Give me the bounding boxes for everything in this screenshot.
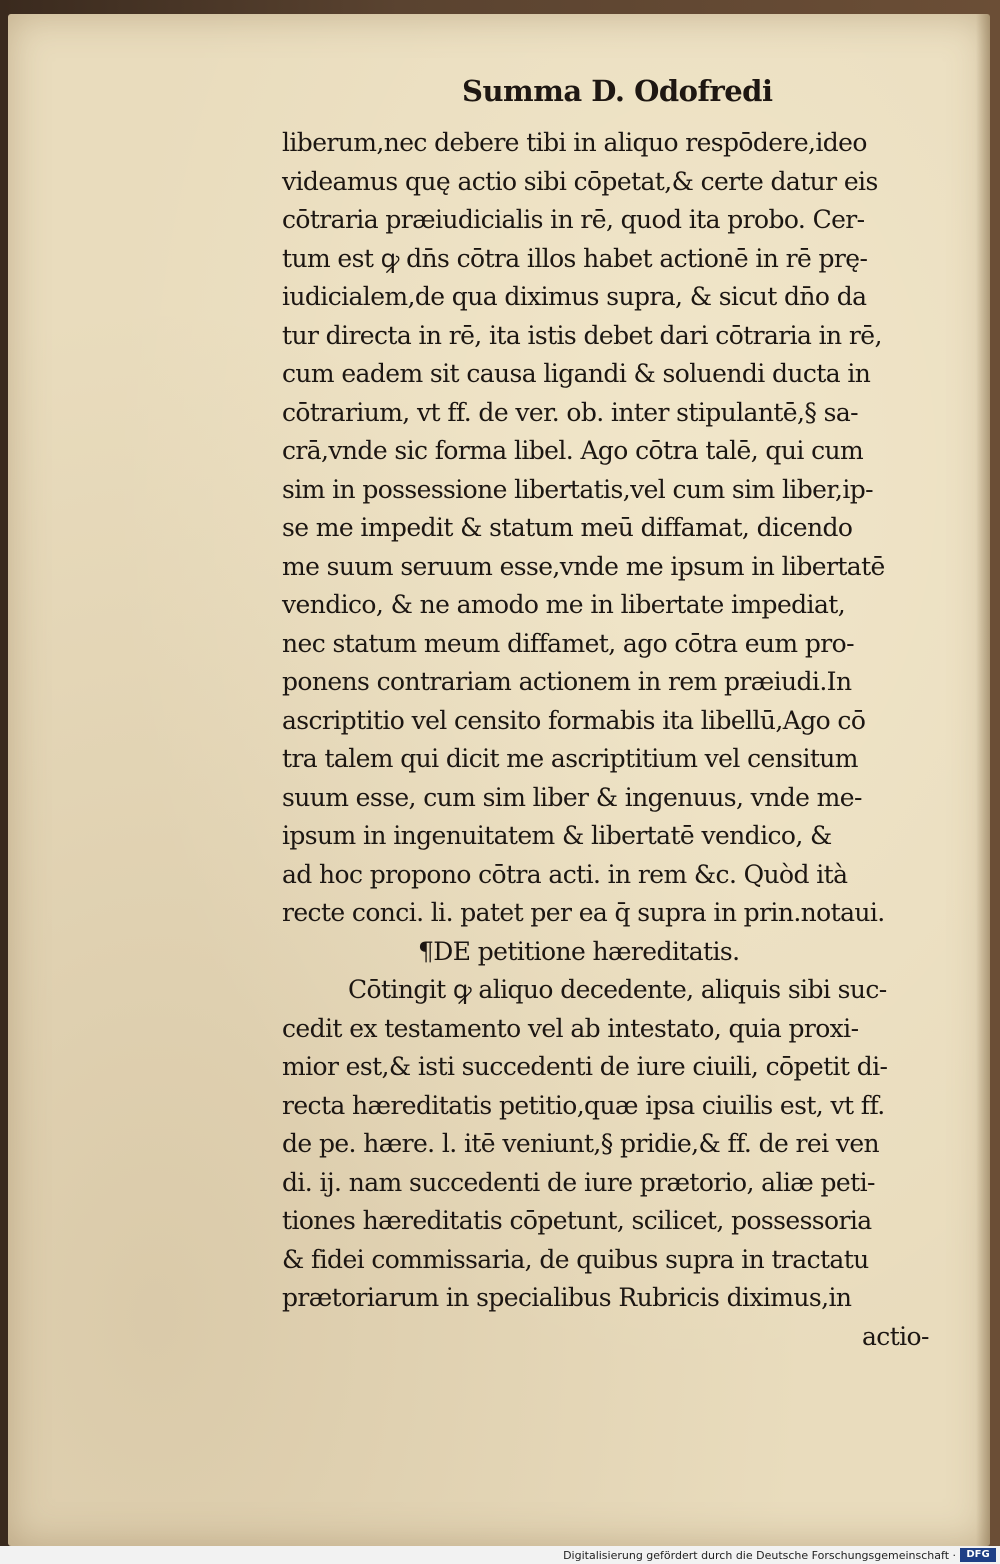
section-line-1: Cōtingit ꝙ aliquo decedente, aliquis sibi suc- [348, 975, 887, 1004]
text-line-17: tra talem qui dicit me ascriptitium vel censitum [282, 744, 858, 773]
text-line-8: cōtrarium, vt ff. de ver. ob. inter stipulantē,§ sa- [282, 397, 858, 427]
catchword: actio- [862, 1321, 929, 1351]
text-line-5: iudicialem,de qua diximus supra, & sicut dn̄o da [282, 282, 867, 311]
section-line-7: tiones hæreditatis cōpetunt, scilicet, possessoria [282, 1206, 872, 1235]
text-line-6: tur directa in rē, ita istis debet dari cōtraria in rē, [282, 320, 882, 350]
text-line-3: cōtraria præiudicialis in rē, quod ita probo. Cer- [282, 205, 865, 234]
section-line-8: & fidei commissaria, de quibus supra in tractatu [282, 1244, 869, 1274]
text-line-12: me suum seruum esse,vnde me ipsum in libertatē [282, 551, 885, 581]
section-line-3: mior est,& isti succedenti de iure ciuili, cōpetit di- [282, 1052, 888, 1081]
text-line-21: recte conci. li. patet per ea q̄ supra in prin.notaui. [282, 898, 885, 927]
text-line-16: ascriptitio vel censito formabis ita libellū,Ago cō [282, 705, 866, 735]
dfg-logo: DFG [960, 1548, 996, 1562]
text-line-7: cum eadem sit causa ligandi & soluendi ducta in [282, 359, 871, 388]
text-line-13: vendico, & ne amodo me in libertate impediat, [282, 590, 846, 619]
text-line-9: crā,vnde sic forma libel. Ago cōtra talē, qui cum [282, 436, 864, 465]
text-line-1: liberum,nec debere tibi in aliquo respōdere,ideo [282, 128, 867, 157]
page-text-block [282, 124, 972, 1356]
text-line-4: tum est ꝙ dn̄s cōtra illos habet actionē in rē prę- [282, 243, 868, 273]
text-line-2: videamus quę actio sibi cōpetat,& certe datur eis [282, 166, 878, 196]
footer-strip [0, 1546, 1000, 1564]
text-line-14: nec statum meum diffamet, ago cōtra eum pro- [282, 628, 854, 658]
section-line-2: cedit ex testamento vel ab intestato, quia proxi- [282, 1013, 859, 1043]
text-line-10: sim in possessione libertatis,vel cum sim liber,ip- [282, 474, 873, 504]
text-line-15: ponens contrariam actionem in rem præiudi.In [282, 667, 852, 696]
section-line-5: de pe. hære. l. itē veniunt,§ pridie,& ff. de rei ven [282, 1129, 880, 1158]
funding-note: Digitalisierung gefördert durch die Deutsche Forschungsgemeinschaft · [563, 1549, 956, 1562]
section-heading: ¶DE petitione hæreditatis. [418, 936, 740, 966]
section-line-9: prætoriarum in specialibus Rubricis diximus,in [282, 1283, 852, 1312]
text-line-11: se me impedit & statum meū diffamat, dicendo [282, 513, 853, 542]
running-head: Summa D. Odofredi [462, 74, 773, 108]
text-line-18: suum esse, cum sim liber & ingenuus, vnde me- [282, 782, 862, 812]
text-line-19: ipsum in ingenuitatem & libertatē vendico, & [282, 821, 832, 850]
text-line-20: ad hoc propono cōtra acti. in rem &c. Quòd ità [282, 859, 848, 889]
section-line-6: di. ij. nam succedenti de iure prætorio, aliæ peti- [282, 1167, 875, 1197]
section-line-4: recta hæreditatis petitio,quæ ipsa ciuilis est, vt ff. [282, 1090, 885, 1120]
page-edge-shadow [976, 14, 990, 1546]
